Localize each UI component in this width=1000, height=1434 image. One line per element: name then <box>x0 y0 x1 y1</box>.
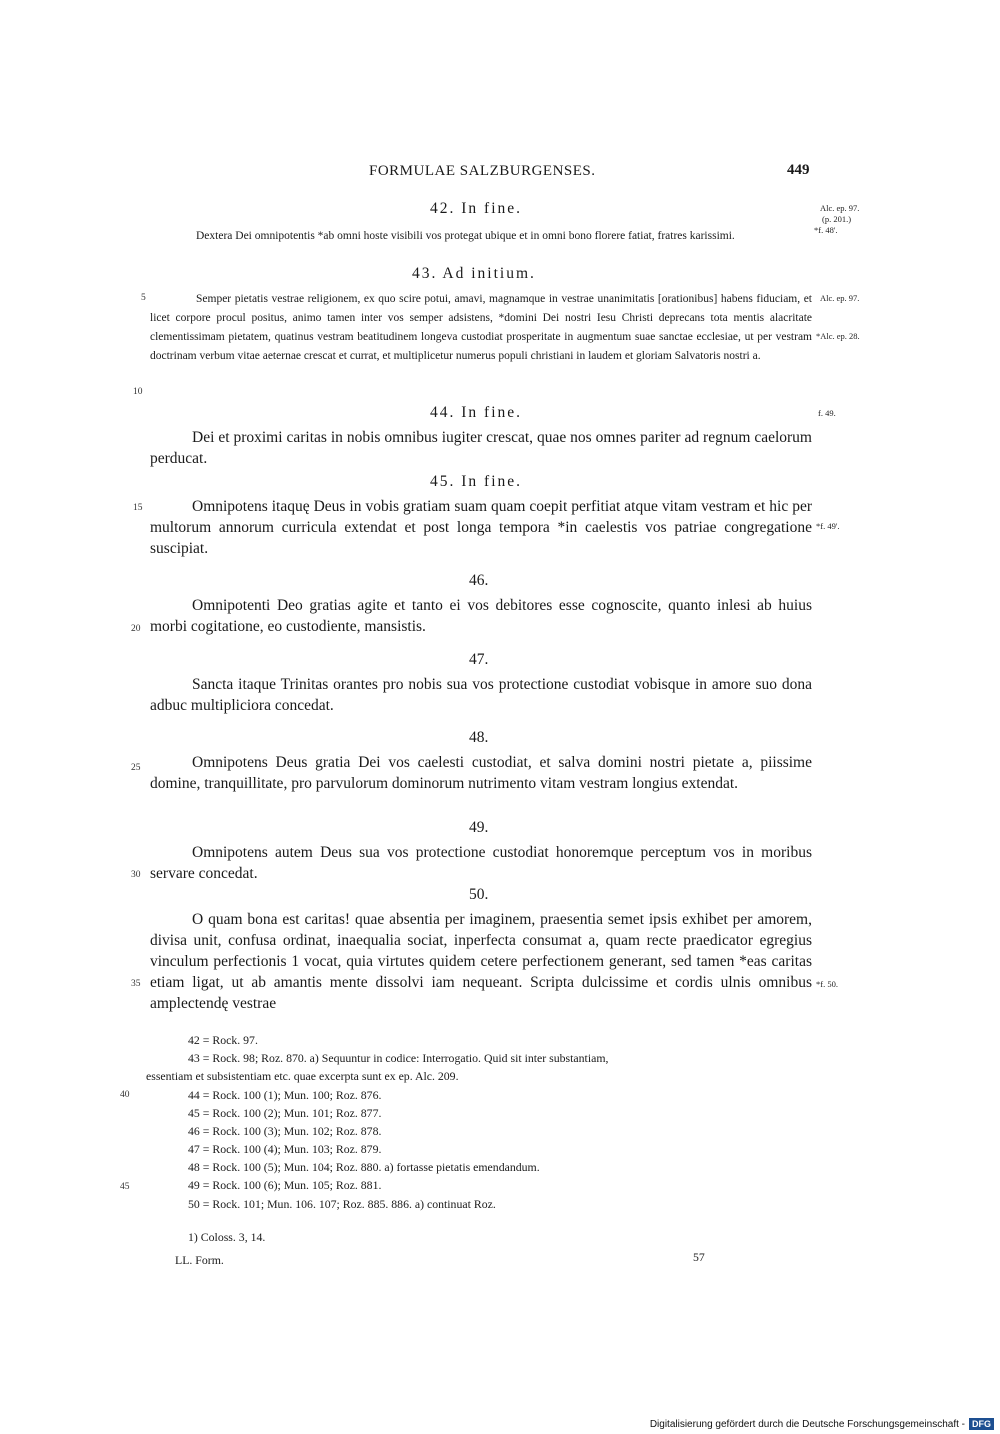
line-number: 45 <box>120 1182 130 1192</box>
signature-left: LL. Form. <box>175 1253 224 1267</box>
dfg-logo-icon: DFG <box>969 1418 994 1430</box>
section-heading-50: 50. <box>469 886 489 903</box>
paragraph-43 <box>150 290 812 366</box>
margin-note: *f. 48'. <box>814 225 838 235</box>
margin-note: f. 49. <box>818 408 836 418</box>
footnote-1: 1) Coloss. 3, 14. <box>188 1230 266 1244</box>
running-title: FORMULAE SALZBURGENSES. <box>369 163 596 179</box>
paragraph-50 <box>150 909 812 1014</box>
margin-note: Alc. ep. 97. <box>820 203 860 213</box>
page-number: 449 <box>787 162 810 178</box>
section-heading-45: 45. In fine. <box>430 473 523 490</box>
margin-note: Alc. ep. 97. <box>820 293 860 303</box>
margin-note: *f. 49'. <box>816 521 840 531</box>
line-number: 10 <box>133 387 143 397</box>
line-number: 15 <box>133 503 143 513</box>
paragraph-44 <box>150 427 812 469</box>
line-number: 35 <box>131 979 141 989</box>
dfg-credit-text: Digitalisierung gefördert durch die Deutsche Forschungsgemeinschaft - <box>649 1418 965 1430</box>
section-heading-46: 46. <box>469 572 489 589</box>
paragraph-46 <box>150 595 812 637</box>
footnote-47: 47 = Rock. 100 (4); Mun. 103; Roz. 879. <box>188 1142 382 1156</box>
footnote-49: 49 = Rock. 100 (6); Mun. 105; Roz. 881. <box>188 1178 382 1192</box>
signature-right: 57 <box>693 1250 705 1264</box>
section-heading-47: 47. <box>469 651 489 668</box>
paragraph-42 <box>150 227 812 246</box>
line-number: 5 <box>141 293 146 303</box>
section-heading-48: 48. <box>469 729 489 746</box>
footnote-48: 48 = Rock. 100 (5); Mun. 104; Roz. 880. a) fortasse pietatis emendandum. <box>188 1160 540 1174</box>
footnote-46: 46 = Rock. 100 (3); Mun. 102; Roz. 878. <box>188 1124 382 1138</box>
section-heading-42: 42. In fine. <box>430 200 523 217</box>
paragraph-47-text: Sancta itaque Trinitas orantes pro nobis sua vos protectione custodiat vobisque in amore suo dona adbuc multipliciora concedat. <box>150 676 812 714</box>
line-number: 25 <box>131 763 141 773</box>
paragraph-42-text: Dextera Dei omnipotentis *ab omni hoste visibili vos protegat ubique et in omni bono florere fatiat, fratres karissimi. <box>196 230 735 242</box>
paragraph-47 <box>150 674 812 716</box>
line-number: 30 <box>131 870 141 880</box>
paragraph-45 <box>150 496 812 559</box>
paragraph-46-text: Omnipotenti Deo gratias agite et tanto ei vos debitores esse cognoscite, quanto inlesi ab huius morbi cogitatione, eo custodiente, mansistis. <box>150 597 812 635</box>
section-heading-44: 44. In fine. <box>430 404 523 421</box>
footnote-50: 50 = Rock. 101; Mun. 106. 107; Roz. 885. 886. a) continuat Roz. <box>188 1197 496 1211</box>
paragraph-44-text: Dei et proximi caritas in nobis omnibus iugiter crescat, quae nos omnes pariter ad regnum caelorum perducat. <box>150 429 812 467</box>
line-number: 20 <box>131 624 141 634</box>
dfg-credit <box>650 1418 994 1430</box>
footnote-45: 45 = Rock. 100 (2); Mun. 101; Roz. 877. <box>188 1106 382 1120</box>
footnote-43-cont: essentiam et subsistentiam etc. quae excerpta sunt ex ep. Alc. 209. <box>146 1069 459 1083</box>
paragraph-45-text: Omnipotens itaquę Deus in vobis gratiam suam quam coepit perfitiat atque vitam vestram et hic per multorum annorum curricula extendat et post longa tempora *in caelestis vos patriae congregatione suscipiat. <box>150 498 812 557</box>
margin-note: (p. 201.) <box>822 214 852 224</box>
section-heading-49: 49. <box>469 819 489 836</box>
paragraph-48-text: Omnipotens Deus gratia Dei vos caelesti custodiat, et salva domini nostri pietate a, piissime domine, tranquillitate, pro parvulorum dominorum nutrimento vitam vestram longius extendat. <box>150 754 812 792</box>
line-number: 40 <box>120 1090 130 1100</box>
paragraph-50-text: O quam bona est caritas! quae absentia per imaginem, praesentia semet ipsis exhibet per amorem, divisa unit, confusa ordinat, inaequalia sociat, inperfecta consumat a, quam recte praedicator egregius vinculum perfectionis 1 vocat, quia virtutes quidem cetere perfectionem generant, sed tamen *eas caritas etiam ligat, ut ab amantis mente dissolvi iam nequeant. Scripta dulcissime et cordis ulnis omnibus amplectendę vestrae <box>150 911 812 1012</box>
footnote-44: 44 = Rock. 100 (1); Mun. 100; Roz. 876. <box>188 1088 382 1102</box>
paragraph-49 <box>150 842 812 884</box>
margin-note: *Alc. ep. 28. <box>816 331 860 341</box>
paragraph-49-text: Omnipotens autem Deus sua vos protectione custodiat honoremque perceptum vos in moribus servare concedat. <box>150 844 812 882</box>
paragraph-43-text: Semper pietatis vestrae religionem, ex quo scire potui, amavi, magnamque in vestrae unanimitatis [orationibus] habens fiduciam, et licet corpore procul positus, animo tamen inter vos semper adsistens, *domini Dei nostri Iesu Christi deprecans tota mentis alacritate clementissimam pietatem, quatinus vestram beatitudinem longeva custodiat prosperitate in augmentum suae sanctae ecclesiae, ut per vestram doctrinam verbum vitae aeternae crescat et currat, et multiplicetur numerus populi christiani in laudem et gloriam Salvatoris nostri a. <box>150 293 812 362</box>
footnote-42: 42 = Rock. 97. <box>188 1033 258 1047</box>
margin-note: *f. 50. <box>816 979 838 989</box>
paragraph-48 <box>150 752 812 794</box>
footnote-43: 43 = Rock. 98; Roz. 870. a) Sequuntur in codice: Interrogatio. Quid sit inter substantiam, <box>188 1051 609 1065</box>
section-heading-43: 43. Ad initium. <box>412 265 536 282</box>
